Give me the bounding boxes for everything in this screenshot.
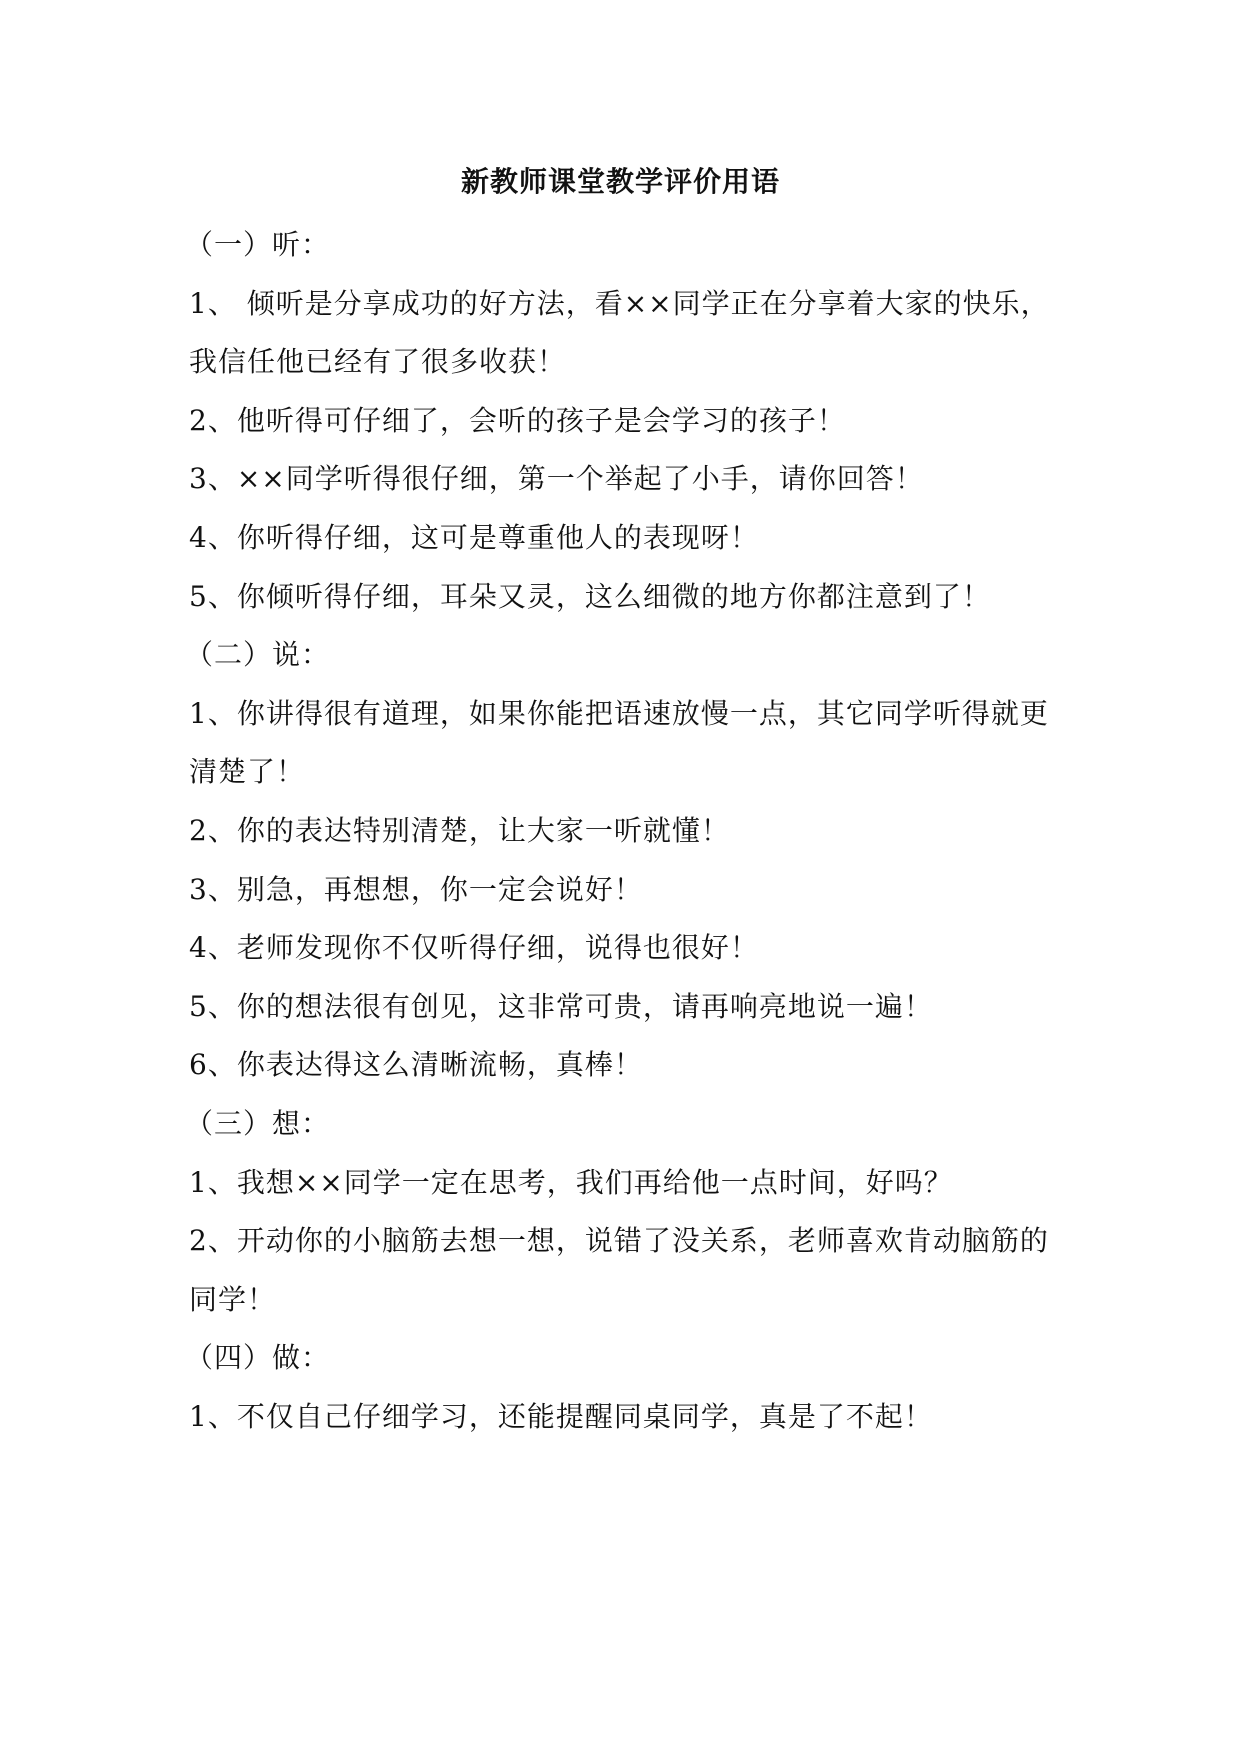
document-title: 新教师课堂教学评价用语 [460, 165, 780, 198]
text-line: 4、老师发现你不仅听得仔细，说得也很好！ [189, 931, 759, 965]
section-heading: （二）说： [185, 638, 331, 672]
text-line: 5、你的想法很有创见，这非常可贵，请再响亮地说一遍！ [189, 989, 933, 1023]
text-line: 1、你讲得很有道理，如果你能把语速放慢一点，其它同学听得就更 [189, 696, 1049, 730]
section-heading: （四）做： [185, 1341, 331, 1375]
section-heading: （三）想： [185, 1107, 331, 1140]
text-line: 2、他听得可仔细了，会听的孩子是会学习的孩子！ [189, 403, 846, 437]
section-heading: （一）听： [185, 228, 331, 261]
text-line: 清楚了！ [189, 755, 306, 789]
text-line: 2、你的表达特别清楚，让大家一听就懂！ [189, 814, 730, 847]
text-line: 1、 倾听是分享成功的好方法，看××同学正在分享着大家的快乐， [189, 286, 1050, 320]
text-line: 1、我想××同学一定在思考，我们再给他一点时间，好吗？ [189, 1165, 953, 1199]
text-line: 同学！ [189, 1282, 277, 1316]
text-line: 1、不仅自己仔细学习，还能提醒同桌同学，真是了不起！ [189, 1400, 933, 1433]
text-line: 3、别急，再想想，你一定会说好！ [189, 872, 643, 906]
text-line: 2、开动你的小脑筋去想一想，说错了没关系，老师喜欢肯动脑筋的 [189, 1224, 1049, 1258]
text-line: 我信任他已经有了很多收获！ [189, 345, 567, 379]
text-line: 3、××同学听得很仔细，第一个举起了小手，请你回答！ [189, 462, 924, 496]
text-line: 5、你倾听得仔细，耳朵又灵，这么细微的地方你都注意到了！ [189, 579, 991, 613]
text-line: 4、你听得仔细，这可是尊重他人的表现呀！ [189, 521, 759, 554]
text-line: 6、你表达得这么清晰流畅，真棒！ [189, 1048, 643, 1082]
